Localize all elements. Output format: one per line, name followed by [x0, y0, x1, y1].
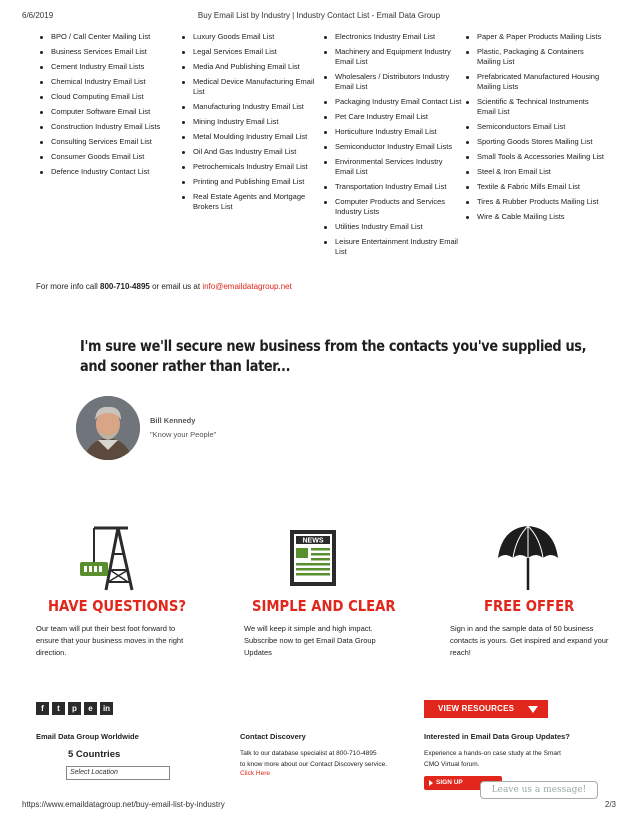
industry-list-item[interactable]: Mining Industry Email List [178, 117, 320, 127]
discovery-text [240, 748, 387, 770]
industry-list-item[interactable]: Tires & Rubber Products Mailing List [462, 197, 604, 207]
industry-list-item[interactable]: Consulting Services Email List [36, 137, 178, 147]
industry-list-item[interactable]: Medical Device Manufacturing Email List [178, 77, 320, 97]
industry-list-item[interactable]: Metal Moulding Industry Email List [178, 132, 320, 142]
industry-list-column [320, 32, 462, 262]
feature-text-questions: Our team will put their best foot forward to ensure that your business moves in the right direction. [36, 624, 184, 657]
info-middle: or email us at [149, 282, 203, 291]
info-prefix: For more info call [36, 282, 101, 291]
industry-list-item[interactable]: Consumer Goods Email List [36, 152, 178, 162]
industry-list-item[interactable]: Legal Services Email List [178, 47, 320, 57]
feature-text-offer: Sign in and the sample data of 50 business contacts is yours. Get inspired and expand your reach! [450, 624, 609, 657]
twitter-icon[interactable]: t [52, 702, 65, 715]
feature-title-simple: SIMPLE AND CLEAR [252, 597, 396, 615]
feature-title-questions: HAVE QUESTIONS? [48, 597, 187, 615]
discovery-text-line: Talk to our database specialist at 800-710-4895 [240, 750, 377, 757]
industry-list-item[interactable]: Business Services Email List [36, 47, 178, 57]
industry-list-item[interactable]: Scientific & Technical Instruments Email List [462, 97, 604, 117]
industry-list-item[interactable]: Steel & Iron Email List [462, 167, 604, 177]
industry-list-item[interactable]: Printing and Publishing Email List [178, 177, 320, 187]
location-select[interactable]: Select Location [66, 766, 170, 780]
industry-list-column [36, 32, 178, 262]
industry-list-item[interactable]: Semiconductor Industry Email Lists [320, 142, 462, 152]
industry-list-item[interactable]: Horticulture Industry Email List [320, 127, 462, 137]
industry-list-item[interactable]: Paper & Paper Products Mailing Lists [462, 32, 604, 42]
industry-list-item[interactable]: Media And Publishing Email List [178, 62, 320, 72]
industry-list-item[interactable]: Wholesalers / Distributors Industry Email List [320, 72, 462, 92]
print-date: 6/6/2019 [22, 11, 54, 20]
info-email-link[interactable]: info@emaildatagroup.net [202, 282, 292, 291]
linkedin-icon[interactable]: in [100, 702, 113, 715]
print-page-number: 2/3 [604, 800, 616, 809]
social-icons [36, 702, 113, 715]
industry-list-item[interactable]: Packaging Industry Email Contact List [320, 97, 462, 107]
industry-list-item[interactable]: Computer Products and Services Industry Lists [320, 197, 462, 217]
industry-list-item[interactable]: Real Estate Agents and Mortgage Brokers List [178, 192, 320, 212]
industry-list-item[interactable]: Semiconductors Email List [462, 122, 604, 132]
footer-heading-updates: Interested in Email Data Group Updates? [424, 732, 570, 741]
industry-list-item[interactable]: Construction Industry Email Lists [36, 122, 178, 132]
print-title: Buy Email List by Industry | Industry Contact List - Email Data Group [197, 11, 441, 20]
industry-list-column [462, 32, 604, 262]
footer-heading-worldwide: Email Data Group Worldwide [36, 732, 139, 741]
industry-list-item[interactable]: Textile & Fabric Mills Email List [462, 182, 604, 192]
newspaper-icon [288, 528, 338, 588]
industry-list-item[interactable]: Cement Industry Email Lists [36, 62, 178, 72]
avatar [76, 396, 140, 460]
info-phone[interactable]: 800-710-4895 [100, 282, 150, 291]
industry-list-item[interactable]: BPO / Call Center Mailing List [36, 32, 178, 42]
industry-list-item[interactable]: Machinery and Equipment Industry Email List [320, 47, 462, 67]
telephone-pole-icon [72, 524, 144, 594]
person-photo-icon [76, 396, 140, 460]
industry-list-column [178, 32, 320, 262]
industry-list-item[interactable]: Prefabricated Manufactured Housing Mailing Lists [462, 72, 604, 92]
testimonial-tagline: "Know your People" [150, 430, 217, 439]
industry-list-item[interactable]: Environmental Services Industry Email List [320, 157, 462, 177]
industry-list-item[interactable]: Wire & Cable Mailing Lists [462, 212, 604, 222]
industry-list-item[interactable]: Small Tools & Accessories Mailing List [462, 152, 604, 162]
industry-list-item[interactable]: Cloud Computing Email List [36, 92, 178, 102]
updates-text [424, 748, 561, 770]
leave-message-button[interactable]: Leave us a message! [480, 781, 598, 799]
contact-info-line [36, 282, 292, 291]
industry-list-item[interactable]: Computer Software Email List [36, 107, 178, 117]
industry-list-item[interactable]: Electronics Industry Email List [320, 32, 462, 42]
pinterest-icon[interactable]: p [68, 702, 81, 715]
facebook-icon[interactable]: f [36, 702, 49, 715]
footer-heading-discovery: Contact Discovery [240, 732, 306, 741]
feature-title-offer: FREE OFFER [484, 597, 575, 615]
industry-list-item[interactable]: Manufacturing Industry Email List [178, 102, 320, 112]
industry-list-item[interactable]: Leisure Entertainment Industry Email List [320, 237, 462, 257]
print-url: https://www.emaildatagroup.net/buy-email-list-by-industry [22, 800, 225, 809]
feature-text-simple: We will keep it simple and high impact. Subscribe now to get Email Data Group Updates [244, 624, 376, 657]
industry-list-item[interactable]: Luxury Goods Email List [178, 32, 320, 42]
print-header [22, 11, 616, 23]
industry-list-item[interactable]: Defence Industry Contact List [36, 167, 178, 177]
svg-text:NEWS: NEWS [302, 537, 324, 545]
sign-up-button[interactable]: SIGN UP [424, 776, 502, 790]
email-icon[interactable]: e [84, 702, 97, 715]
industry-list-item[interactable]: Petrochemicals Industry Email List [178, 162, 320, 172]
updates-text-line: CMO Virtual forum. [424, 761, 480, 768]
testimonial-name: Bill Kennedy [150, 416, 196, 425]
industry-list-item[interactable]: Pet Care Industry Email List [320, 112, 462, 122]
chevron-down-icon [528, 706, 538, 713]
industry-lists [36, 32, 606, 262]
view-resources-label: VIEW RESOURCES [438, 704, 515, 713]
industry-list-item[interactable]: Oil And Gas Industry Email List [178, 147, 320, 157]
industry-list-item[interactable]: Sporting Goods Stores Mailing List [462, 137, 604, 147]
view-resources-button[interactable] [424, 700, 548, 718]
industry-list-item[interactable]: Chemical Industry Email List [36, 77, 178, 87]
discovery-text-line: to know more about our Contact Discovery service. [240, 761, 388, 768]
click-here-link[interactable]: Click Here [240, 770, 270, 777]
industry-list-item[interactable]: Utilities Industry Email List [320, 222, 462, 232]
countries-count: 5 Countries [68, 749, 121, 760]
testimonial-quote: I'm sure we'll secure new business from the contacts you've supplied us, and sooner rather than later... [80, 337, 587, 375]
updates-text-line: Experience a hands-on case study at the Smart [424, 750, 561, 757]
industry-list-item[interactable]: Transportation Industry Email List [320, 182, 462, 192]
umbrella-icon [496, 524, 560, 594]
industry-list-item[interactable]: Plastic, Packaging & Containers Mailing List [462, 47, 604, 67]
